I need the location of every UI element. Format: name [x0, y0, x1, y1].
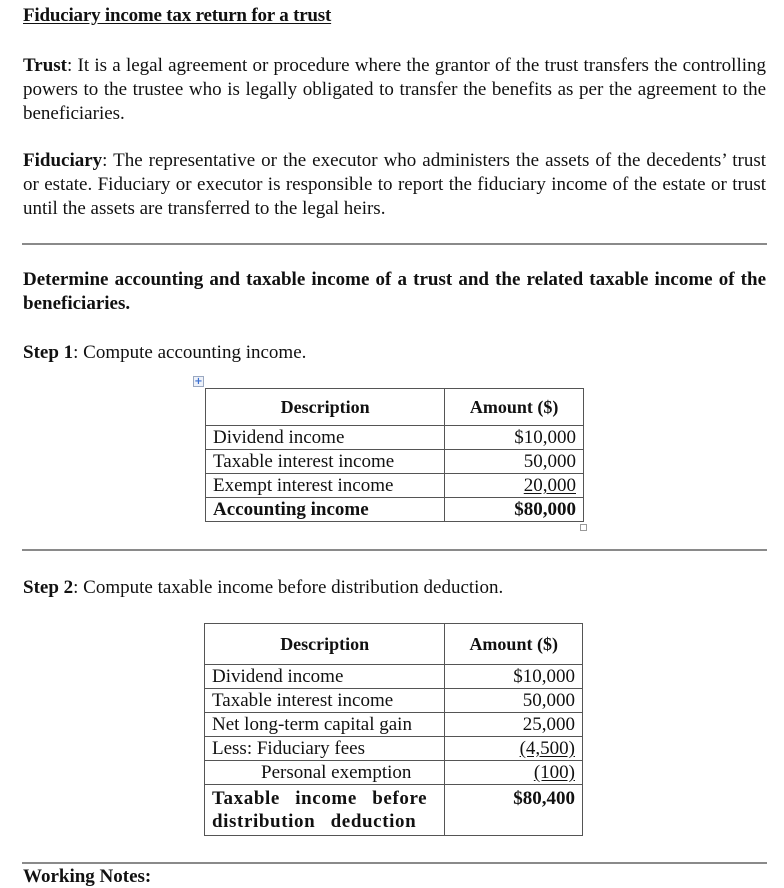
table-row [205, 737, 583, 761]
table-row [205, 713, 583, 737]
column-header-amount: Amount ($) [445, 624, 583, 665]
table-row [205, 761, 583, 785]
row-description: Taxable income before distribution deduction [205, 785, 445, 836]
step-label: Step 1 [23, 342, 74, 363]
section-divider [22, 243, 767, 245]
table-total-row [205, 785, 583, 836]
row-amount: $10,000 [445, 665, 583, 689]
definition-text: : It is a legal agreement or procedure where the grantor of the trust transfers the controlling powers to the trustee who is legally obligated to transfer the benefits as per the agreement to the beneficiaries. [23, 55, 766, 124]
row-amount: (4,500) [519, 738, 575, 759]
resize-square-icon[interactable] [580, 524, 587, 531]
table-row [205, 665, 583, 689]
row-description: Less: Fiduciary fees [205, 737, 445, 761]
taxable-income-table [204, 623, 583, 836]
column-header-amount: Amount ($) [445, 389, 584, 426]
step-1-heading [23, 342, 306, 364]
row-amount: 20,000 [523, 475, 576, 496]
row-amount: $80,000 [445, 498, 584, 522]
row-description: Personal exemption [205, 761, 445, 785]
definition-text: : The representative or the executor who administers the assets of the decedents’ trust or estate. Fiduciary or executor is responsible to report the fiduciary income of the estate or trust until the assets are transferred to the legal heirs. [23, 150, 766, 219]
definition-term: Fiduciary [23, 150, 103, 171]
table-header-row [205, 624, 583, 665]
table-header-row [206, 389, 584, 426]
row-amount-cell [445, 737, 583, 761]
definition-trust [23, 54, 766, 126]
table-row [205, 689, 583, 713]
table-row [206, 450, 584, 474]
row-description: Taxable interest income [206, 450, 445, 474]
step-text: : Compute accounting income. [73, 342, 307, 363]
row-description: Net long-term capital gain [205, 713, 445, 737]
row-amount: 25,000 [445, 713, 583, 737]
row-amount: $10,000 [445, 426, 584, 450]
table-total-row [206, 498, 584, 522]
column-header-description: Description [205, 624, 445, 665]
row-description: Exempt interest income [206, 474, 445, 498]
move-cross-icon[interactable]: + [194, 376, 203, 387]
row-amount: 50,000 [445, 689, 583, 713]
document-title: Fiduciary income tax return for a trust [23, 5, 332, 26]
row-description: Accounting income [206, 498, 445, 522]
row-description: Taxable interest income [205, 689, 445, 713]
row-amount-cell [445, 761, 583, 785]
step-text: : Compute taxable income before distribution deduction. [73, 577, 504, 598]
table-row [206, 426, 584, 450]
row-amount: 50,000 [445, 450, 584, 474]
step-label: Step 2 [23, 577, 74, 598]
row-description: Dividend income [206, 426, 445, 450]
accounting-income-table [205, 388, 584, 522]
task-statement: Determine accounting and taxable income of a trust and the related taxable income of the beneficiaries. [23, 269, 766, 314]
section-divider [22, 549, 767, 551]
column-header-description: Description [206, 389, 445, 426]
table-row [206, 474, 584, 498]
working-notes-heading: Working Notes: [23, 866, 152, 887]
row-amount: $80,400 [445, 785, 583, 836]
row-description: Dividend income [205, 665, 445, 689]
definition-term: Trust [23, 55, 67, 76]
row-amount: (100) [533, 762, 575, 783]
step-2-heading [23, 577, 503, 599]
definition-fiduciary [23, 149, 766, 221]
row-amount-cell [445, 474, 584, 498]
section-divider [22, 862, 767, 864]
